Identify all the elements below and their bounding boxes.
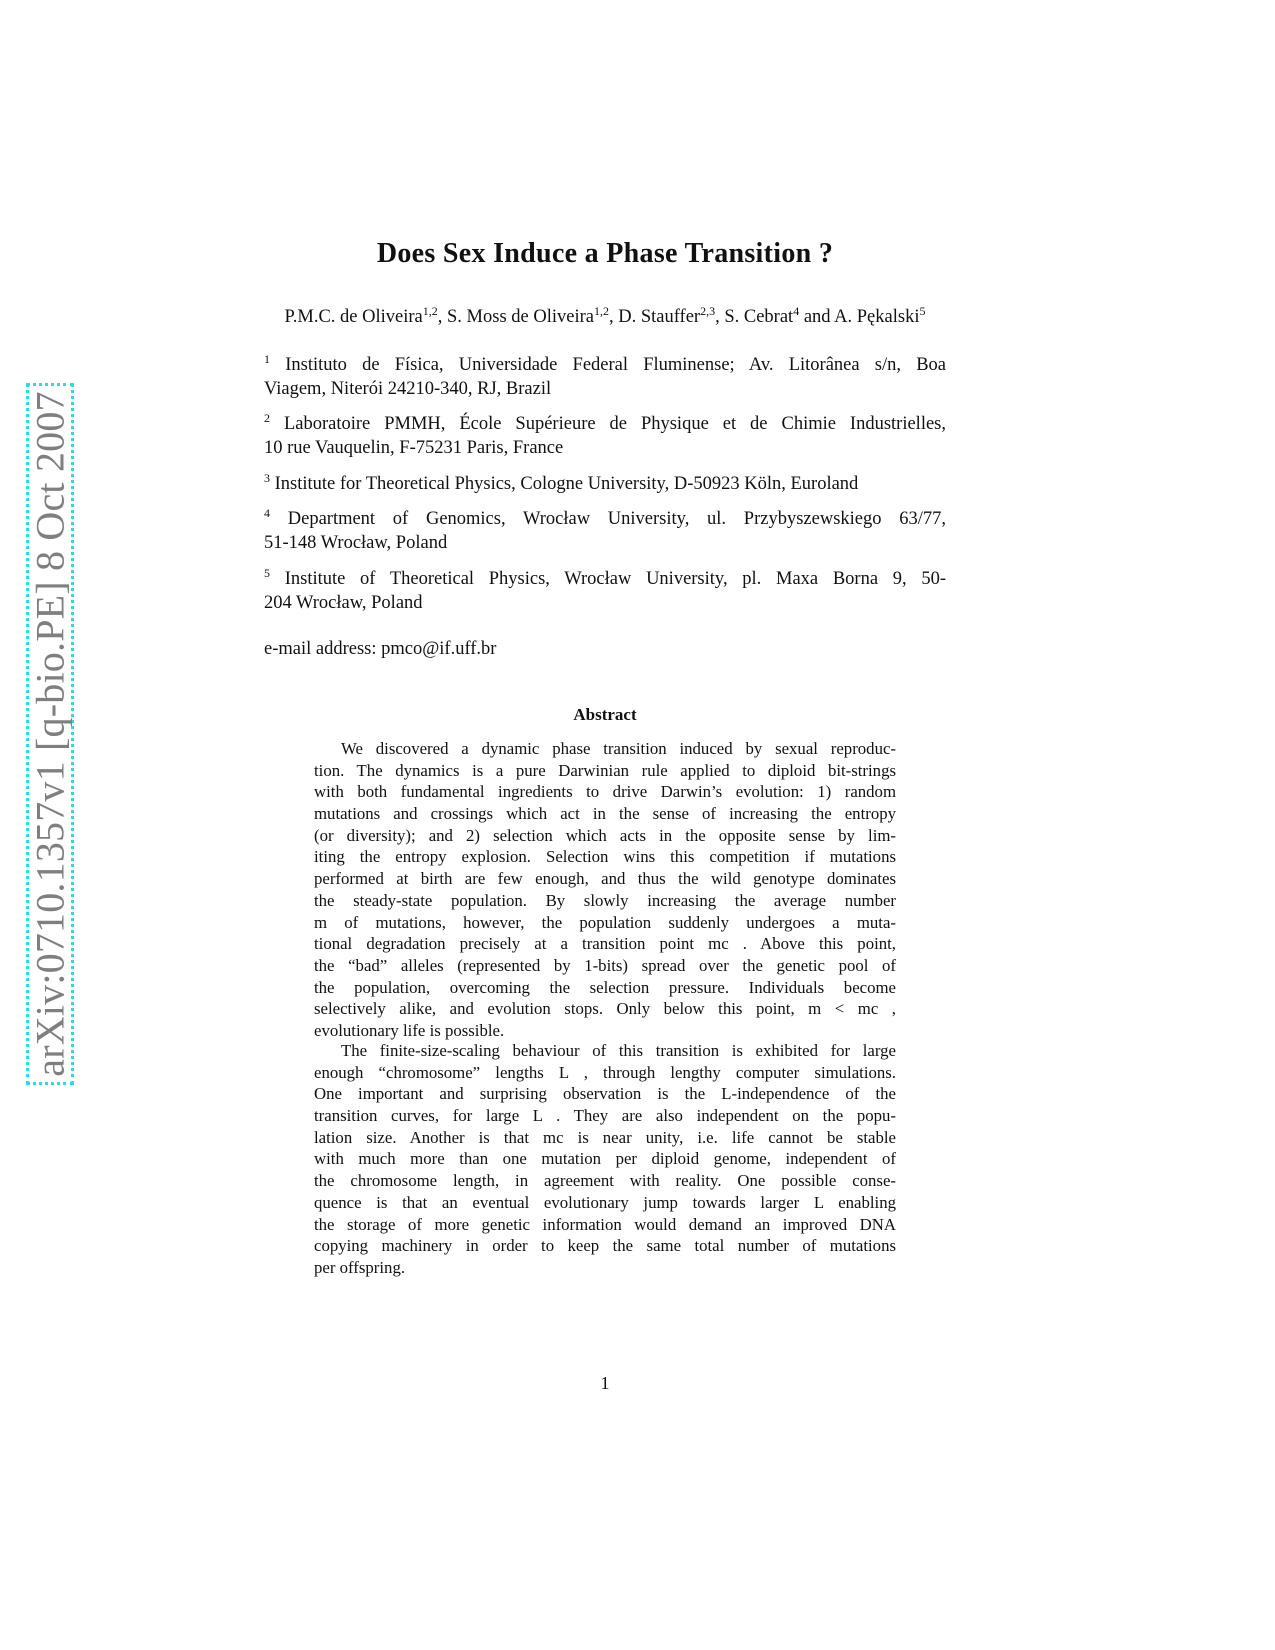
abstract-line: the population, overcoming the selection pressure. Individuals become xyxy=(314,977,896,997)
abstract-line: lation size. Another is that mc is near unity, i.e. life cannot be stable xyxy=(314,1127,896,1147)
affiliation-number: 2 xyxy=(264,411,270,425)
author-affiliation-mark: 2,3 xyxy=(700,304,716,318)
abstract-line: iting the entropy explosion. Selection wins this competition if mutations xyxy=(314,847,896,867)
abstract-line: selectively alike, and evolution stops. Only below this point, m < mc , xyxy=(314,999,896,1019)
abstract-line: mutations and crossings which act in the sense of increasing the entropy xyxy=(314,804,896,824)
page-number: 1 xyxy=(600,1373,610,1393)
abstract-line: enough “chromosome” lengths L , through lengthy computer simulations. xyxy=(314,1062,896,1082)
abstract-line: the storage of more genetic information would demand an improved DNA xyxy=(314,1214,896,1234)
affiliation-number: 4 xyxy=(264,506,270,520)
affiliation-line xyxy=(264,508,946,532)
abstract-line: with much more than one mutation per diploid genome, independent of xyxy=(314,1149,896,1169)
affiliation-text: Department of Genomics, Wrocław University, ul. Przybyszewskiego 63/77, xyxy=(287,509,947,529)
abstract-line: per offspring. xyxy=(314,1257,406,1277)
abstract-line: the chromosome length, in agreement with reality. One possible conse- xyxy=(314,1171,896,1191)
abstract-line: copying machinery in order to keep the same total number of mutations xyxy=(314,1236,896,1256)
affiliation-text: Instituto de Física, Universidade Federal Fluminense; Av. Litorânea s/n, Boa xyxy=(285,355,946,375)
affiliation-3 xyxy=(264,473,946,497)
affiliation-line xyxy=(264,532,946,556)
affiliation-4 xyxy=(264,508,946,555)
abstract-line: with both fundamental ingredients to drive Darwin’s evolution: 1) random xyxy=(314,782,896,802)
email-address: e-mail address: pmco@if.uff.br xyxy=(264,639,497,659)
affiliation-text: 51-148 Wrocław, Poland xyxy=(264,532,448,553)
affiliation-number: 1 xyxy=(264,352,270,366)
affiliation-line xyxy=(264,437,946,461)
abstract-line: tion. The dynamics is a pure Darwinian rule applied to diploid bit-strings xyxy=(314,760,896,780)
affiliation-2 xyxy=(264,413,946,460)
affiliation-text: Institute of Theoretical Physics, Wrocław University, pl. Maxa Borna 9, 50- xyxy=(284,569,947,589)
author-list: P.M.C. de Oliveira$^{1,2}$, S. Moss de Oliveira$^{1,2}$, D. Stauffer$^{2,3}$, S. Cebrat$^4$ and A. Pękalski$^5$ xyxy=(284,304,926,327)
abstract-line: performed at birth are few enough, and thus the wild genotype dominates xyxy=(314,869,896,889)
author-name: D. Stauffer xyxy=(618,307,701,327)
affiliation-text: 10 rue Vauquelin, F-75231 Paris, France xyxy=(264,437,564,458)
affiliation-text: Institute for Theoretical Physics, Cologne University, D-50923 Köln, Euroland xyxy=(274,474,859,494)
abstract-paragraph xyxy=(314,1040,896,1279)
affiliation-line xyxy=(264,592,946,616)
abstract-line: the “bad” alleles (represented by 1-bits) spread over the genetic pool of xyxy=(314,955,896,975)
affiliation-line xyxy=(264,378,946,402)
abstract-line: quence is that an eventual evolutionary jump towards larger L enabling xyxy=(314,1192,896,1212)
paper-title: Does Sex Induce a Phase Transition ? xyxy=(376,238,834,269)
author-name: A. Pękalski xyxy=(834,307,920,327)
abstract-line: The finite-size-scaling behaviour of this transition is exhibited for large xyxy=(341,1041,896,1060)
affiliation-text: Laboratoire PMMH, École Supérieure de Physique et de Chimie Industrielles, xyxy=(283,414,946,434)
affiliation-line xyxy=(264,354,946,378)
abstract-line: One important and surprising observation is the L-independence of the xyxy=(314,1084,896,1104)
arxiv-sidebar-stamp xyxy=(26,383,74,1085)
abstract-line: transition curves, for large L . They are also independent on the popu- xyxy=(314,1106,896,1126)
affiliation-line xyxy=(264,473,946,497)
author-name: S. Cebrat xyxy=(724,307,794,327)
affiliation-text: 204 Wrocław, Poland xyxy=(264,592,423,613)
affiliation-line xyxy=(264,568,946,592)
author-name: P.M.C. de Oliveira xyxy=(284,307,423,327)
abstract-heading: Abstract xyxy=(573,705,637,724)
abstract-paragraph xyxy=(314,738,896,1042)
affiliation-number: 3 xyxy=(264,471,270,485)
abstract-line: m of mutations, however, the population suddenly undergoes a muta- xyxy=(314,912,896,932)
arxiv-identifier: arXiv:0710.1357v1 [q-bio.PE] 8 Oct 2007 xyxy=(27,391,73,1077)
abstract-line: the steady-state population. By slowly increasing the average number xyxy=(314,890,896,910)
affiliation-text: Viagem, Niterói 24210-340, RJ, Brazil xyxy=(264,378,552,399)
abstract-line: evolutionary life is possible. xyxy=(314,1020,505,1040)
author-affiliation-mark: 1,2 xyxy=(593,304,609,318)
abstract-line: We discovered a dynamic phase transition induced by sexual reproduc- xyxy=(341,739,896,758)
affiliation-5 xyxy=(264,568,946,615)
affiliation-number: 5 xyxy=(264,566,270,580)
author-name: S. Moss de Oliveira xyxy=(447,307,594,327)
affiliation-line xyxy=(264,413,946,437)
abstract-line: tional degradation precisely at a transition point mc . Above this point, xyxy=(314,934,896,954)
author-affiliation-mark: 1,2 xyxy=(422,304,438,318)
author-affiliation-mark: 4 xyxy=(793,304,800,318)
abstract-line: (or diversity); and 2) selection which acts in the opposite sense by lim- xyxy=(314,825,896,845)
author-affiliation-mark: 5 xyxy=(919,304,926,318)
affiliation-1 xyxy=(264,354,946,401)
